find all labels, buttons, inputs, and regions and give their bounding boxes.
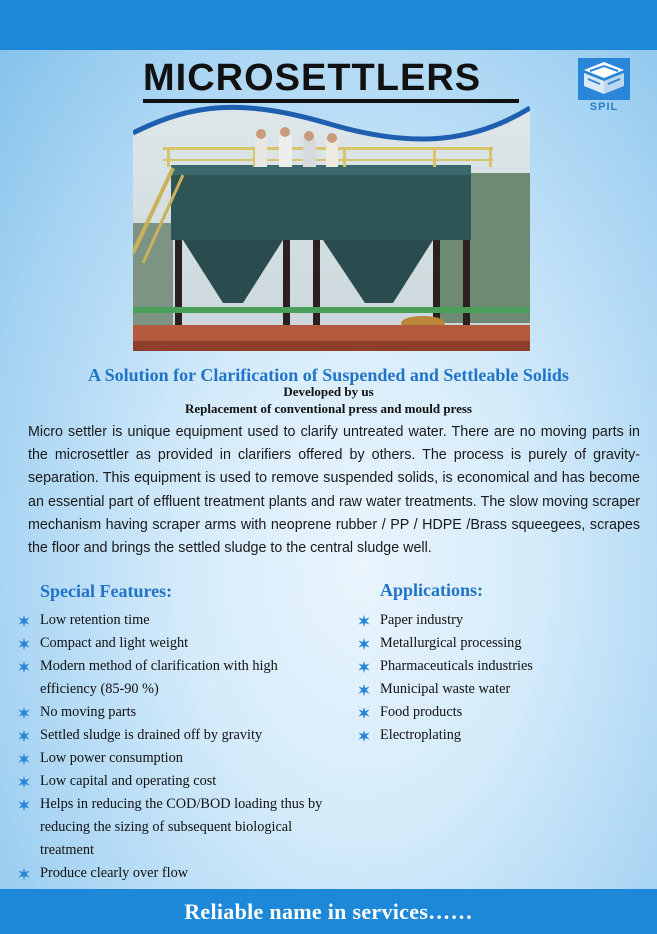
feature-label: Compact and light weight [40,635,189,651]
star-bullet-icon [18,799,30,811]
list-item [362,678,612,701]
applications-list [362,609,612,747]
feature-label: Settled sludge is drained off by gravity [40,727,263,743]
list-item [362,609,612,632]
list-item [362,724,612,747]
developed-by-text: Developed by us [283,384,374,399]
footer-slogan: Reliable name in services…… [184,898,473,924]
list-item [22,770,332,793]
star-bullet-icon [18,638,30,650]
application-label: Pharmaceuticals industries [380,658,533,674]
bottom-banner [0,889,657,934]
application-label: Municipal waste water [380,681,511,697]
replacement-text: Replacement of conventional press and mould press [185,401,472,416]
feature-label: Low retention time [40,612,150,628]
list-item [22,747,332,770]
page-title: MICROSETTLERS [143,57,482,99]
feature-label: Low power consumption [40,750,183,766]
list-item [22,793,332,862]
list-item [22,632,332,655]
microsettler-plant-photo [133,103,530,351]
application-label: Metallurgical processing [380,635,522,651]
top-banner [0,0,657,50]
star-bullet-icon [18,868,30,880]
star-bullet-icon [358,730,370,742]
special-features-list [22,609,332,885]
star-bullet-icon [18,776,30,788]
star-bullet-icon [18,615,30,627]
application-label: Paper industry [380,612,463,628]
tagline: A Solution for Clarification of Suspended and Settleable Solids [88,365,569,385]
list-item [22,609,332,632]
star-bullet-icon [358,684,370,696]
star-bullet-icon [358,661,370,673]
logo-label: SPIL [589,101,619,113]
star-bullet-icon [358,638,370,650]
star-bullet-icon [18,661,30,673]
feature-label: Modern method of clarification with high efficiency (85-90 %) [40,658,278,697]
special-features-heading: Special Features: [40,581,173,601]
star-bullet-icon [358,707,370,719]
feature-label: Low capital and operating cost [40,773,217,789]
list-item [362,655,612,678]
star-bullet-icon [18,707,30,719]
application-label: Electroplating [380,727,461,743]
star-bullet-icon [18,730,30,742]
application-label: Food products [380,704,463,720]
feature-label: Helps in reducing the COD/BOD loading thus by reducing the sizing of subsequent biological treatment [40,796,323,858]
star-bullet-icon [358,615,370,627]
applications-heading: Applications: [380,580,484,600]
list-item [22,724,332,747]
list-item [22,655,332,701]
list-item [22,862,332,885]
list-item [362,701,612,724]
feature-label: Produce clearly over flow [40,865,189,881]
star-bullet-icon [18,753,30,765]
list-item [22,701,332,724]
list-item [362,632,612,655]
description-paragraph: Micro settler is unique equipment used to clarify untreated water. There are no moving parts in the microsettler as provided in clarifiers offered by others. The process is purely of gravity-separation. This equipment is used to remove suspended solids, is economical and has become an essential part of effluent treatment plants and raw water treatments. The slow moving scraper mechanism having scraper arms with neoprene rubber / PP / HDPE /Brass squeegees, scrapes the floor and brings the settled sludge to the central sludge well. [28,424,640,557]
feature-label: No moving parts [40,704,137,720]
